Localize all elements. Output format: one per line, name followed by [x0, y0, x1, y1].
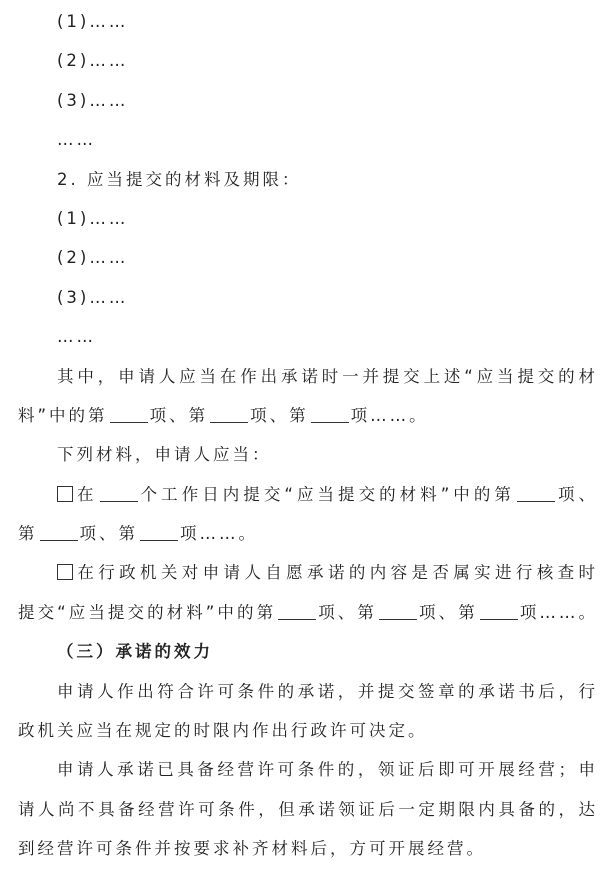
text-line	[18, 553, 598, 592]
fill-in-blank[interactable]	[40, 539, 78, 541]
text-segment: 项……。	[350, 405, 429, 425]
text-line	[18, 435, 598, 474]
text-line	[18, 829, 598, 868]
text-segment: 2. 应当提交的材料及期限：	[57, 169, 302, 189]
text-line	[18, 160, 598, 199]
text-segment: 其中，申请人应当在作出承诺时一并提交上述“应当提交的材	[57, 366, 598, 386]
fill-in-blank[interactable]	[311, 421, 349, 423]
document-body	[18, 2, 598, 869]
text-line	[18, 672, 598, 711]
text-line	[18, 396, 598, 435]
text-segment: 请人尚不具备经营许可条件，但承诺领证后一定期限内具备的，达	[18, 799, 598, 819]
text-segment: 项……。	[180, 524, 258, 544]
text-line	[18, 199, 598, 238]
text-segment: 个工作日内提交“应当提交的材料”中的第	[139, 484, 515, 504]
text-segment: 申请人作出符合许可条件的承诺，并提交签章的承诺书后，行	[57, 681, 598, 701]
fill-in-blank[interactable]	[140, 539, 178, 541]
text-segment: (1)……	[57, 208, 129, 228]
text-segment: 项、	[556, 484, 598, 504]
text-line	[18, 357, 598, 396]
text-line	[18, 790, 598, 829]
text-segment: 在	[76, 484, 98, 504]
checkbox[interactable]	[57, 564, 73, 580]
text-segment: 下列材料，申请人应当：	[57, 445, 272, 465]
text-segment: 项、第	[250, 405, 309, 425]
text-segment: 到经营许可条件并按要求补齐材料后，方可开展经营。	[18, 839, 486, 859]
text-segment: ……	[57, 130, 96, 150]
text-segment: 项、第	[79, 524, 138, 544]
text-segment: 项……。	[519, 602, 598, 622]
text-segment: (3)……	[57, 90, 129, 110]
text-line	[18, 81, 598, 120]
text-segment: (2)……	[57, 51, 129, 71]
text-segment: （三）承诺的效力	[57, 642, 213, 662]
text-line	[18, 750, 598, 789]
text-line	[18, 711, 598, 750]
fill-in-blank[interactable]	[210, 421, 248, 423]
text-segment: 第	[18, 524, 38, 544]
fill-in-blank[interactable]	[100, 500, 138, 502]
text-segment: (1)……	[57, 12, 129, 31]
text-segment: 项、第	[149, 405, 209, 425]
text-line	[18, 514, 598, 553]
text-segment: 提交“应当提交的材料”中的第	[18, 602, 277, 622]
text-segment: 项、第	[318, 602, 377, 622]
text-line	[18, 238, 598, 277]
text-line	[18, 120, 598, 159]
fill-in-blank[interactable]	[517, 500, 555, 502]
text-line	[18, 317, 598, 356]
text-segment: ……	[57, 327, 96, 347]
checkbox[interactable]	[57, 486, 73, 502]
text-segment: (2)……	[57, 248, 129, 268]
fill-in-blank[interactable]	[379, 618, 417, 620]
text-segment: 料”中的第	[18, 405, 108, 425]
text-line	[18, 41, 598, 80]
text-segment: 在行政机关对申请人自愿承诺的内容是否属实进行核查时	[76, 563, 598, 583]
text-line	[18, 593, 598, 632]
text-line	[18, 475, 598, 514]
text-line	[18, 278, 598, 317]
text-segment: (3)……	[57, 287, 129, 307]
text-segment: 项、第	[418, 602, 478, 622]
fill-in-blank[interactable]	[110, 421, 148, 423]
text-line	[18, 2, 598, 41]
text-segment: 申请人承诺已具备经营许可条件的，领证后即可开展经营；申	[57, 760, 598, 780]
fill-in-blank[interactable]	[278, 618, 316, 620]
fill-in-blank[interactable]	[480, 618, 518, 620]
text-segment: 政机关应当在规定的时限内作出行政许可决定。	[18, 721, 428, 741]
section-heading	[18, 632, 598, 671]
